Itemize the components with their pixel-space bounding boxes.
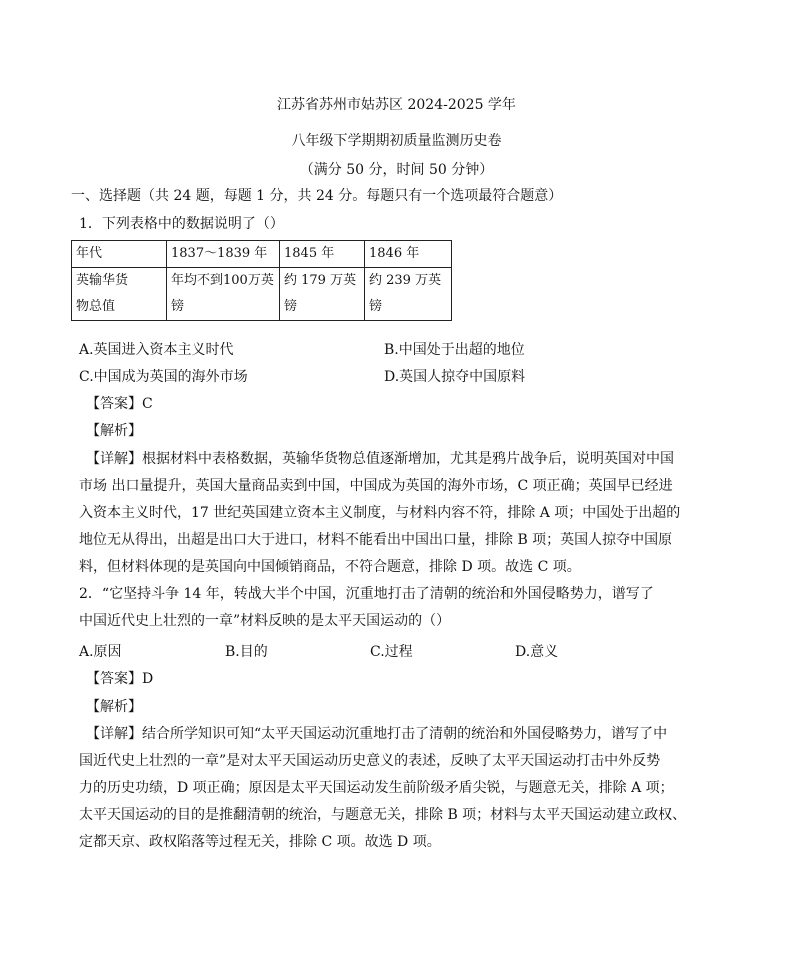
cell-line: 镑 bbox=[369, 299, 383, 314]
table-header-cell: 1845 年 bbox=[280, 241, 365, 268]
q1-option-d: D.英国人掠夺中国原料 bbox=[384, 369, 526, 385]
q2-option-d: D.意义 bbox=[515, 644, 559, 660]
q1-detail-line: 【详解】根据材料中表格数据，英输华货物总值逐渐增加，尤其是鸦片战争后，说明英国对中国 bbox=[86, 451, 674, 467]
q1-option-a: A.英国进入资本主义时代 bbox=[79, 342, 234, 358]
q2-option-a: A.原因 bbox=[79, 644, 122, 660]
table-cell bbox=[280, 268, 365, 321]
q2-detail-line: 【详解】结合所学知识可知“太平天国运动沉重地打击了清朝的统治和外国侵略势力，谱写了中 bbox=[86, 726, 668, 742]
cell-line: 年均不到100万英 bbox=[171, 273, 274, 288]
q2-option-b: B.目的 bbox=[225, 644, 268, 660]
table-header-cell: 1837～1839 年 bbox=[167, 241, 280, 268]
q1-detail-line: 地位无从得出，出超是出口大于进口，材料不能看出中国出口量，排除 B 项；英国人掠夺中国原 bbox=[79, 532, 673, 548]
exam-title: 江苏省苏州市姑苏区 2024-2025 学年 bbox=[277, 97, 516, 113]
table-cell bbox=[167, 268, 280, 321]
q1-stem: 1．下列表格中的数据说明了（） bbox=[79, 216, 284, 232]
cell-line: 镑 bbox=[284, 299, 298, 314]
table-row-label bbox=[72, 268, 167, 321]
cell-line: 镑 bbox=[171, 299, 185, 314]
q2-stem: 中国近代史上壮烈的一章”材料反映的是太平天国运动的（） bbox=[79, 613, 451, 629]
q2-detail-line: 力的历史功绩，D 项正确；原因是太平天国运动发生前阶级矛盾尖锐，与题意无关，排除 A 项； bbox=[79, 780, 674, 796]
q1-detail-line: 入资本主义时代，17 世纪英国建立资本主义制度，与材料内容不符，排除 A 项；中国处于出超的 bbox=[79, 505, 681, 521]
table-header-cell: 1846 年 bbox=[365, 241, 452, 268]
cell-line: 约 239 万英 bbox=[369, 273, 442, 288]
q1-data-table bbox=[71, 240, 452, 321]
exam-subtitle: 八年级下学期期初质量监测历史卷 bbox=[291, 133, 502, 149]
q2-detail-line: 定都天京、政权陷落等过程无关，排除 C 项。故选 D 项。 bbox=[79, 834, 441, 850]
row-label-line: 英输华货 bbox=[76, 273, 129, 288]
score-time: （满分 50 分，时间 50 分钟） bbox=[299, 162, 494, 178]
cell-line: 约 179 万英 bbox=[284, 273, 357, 288]
q1-option-b: B.中国处于出超的地位 bbox=[384, 342, 525, 358]
table-row bbox=[72, 241, 452, 268]
q2-stem: 2．“它坚持斗争 14 年，转战大半个中国，沉重地打击了清朝的统治和外国侵略势力，谱写了 bbox=[79, 586, 654, 602]
q1-detail-line: 料，但材料体现的是英国向中国倾销商品，不符合题意，排除 D 项。故选 C 项。 bbox=[79, 559, 581, 575]
row-label-line: 物总值 bbox=[76, 299, 116, 314]
q2-detail-line: 国近代史上壮烈的一章”是对太平天国运动历史意义的表述，反映了太平天国运动打击中外反势 bbox=[79, 753, 661, 769]
section-heading: 一、选择题（共 24 题，每题 1 分，共 24 分。每题只有一个选项最符合题意） bbox=[71, 188, 563, 204]
q1-answer: 【答案】C bbox=[86, 396, 153, 412]
table-row bbox=[72, 268, 452, 321]
table-header-cell: 年代 bbox=[72, 241, 167, 268]
q1-detail-line: 市场 出口量提升，英国大量商品卖到中国，中国成为英国的海外市场，C 项正确；英国早已经进 bbox=[79, 478, 673, 494]
q1-analysis-label: 【解析】 bbox=[86, 423, 142, 439]
q1-option-c: C.中国成为英国的海外市场 bbox=[79, 369, 248, 385]
q2-answer: 【答案】D bbox=[86, 671, 154, 687]
q2-option-c: C.过程 bbox=[370, 644, 413, 660]
table-cell bbox=[365, 268, 452, 321]
q2-analysis-label: 【解析】 bbox=[86, 699, 142, 715]
q2-detail-line: 太平天国运动的目的是推翻清朝的统治，与题意无关，排除 B 项；材料与太平天国运动建立政权、 bbox=[79, 807, 687, 823]
